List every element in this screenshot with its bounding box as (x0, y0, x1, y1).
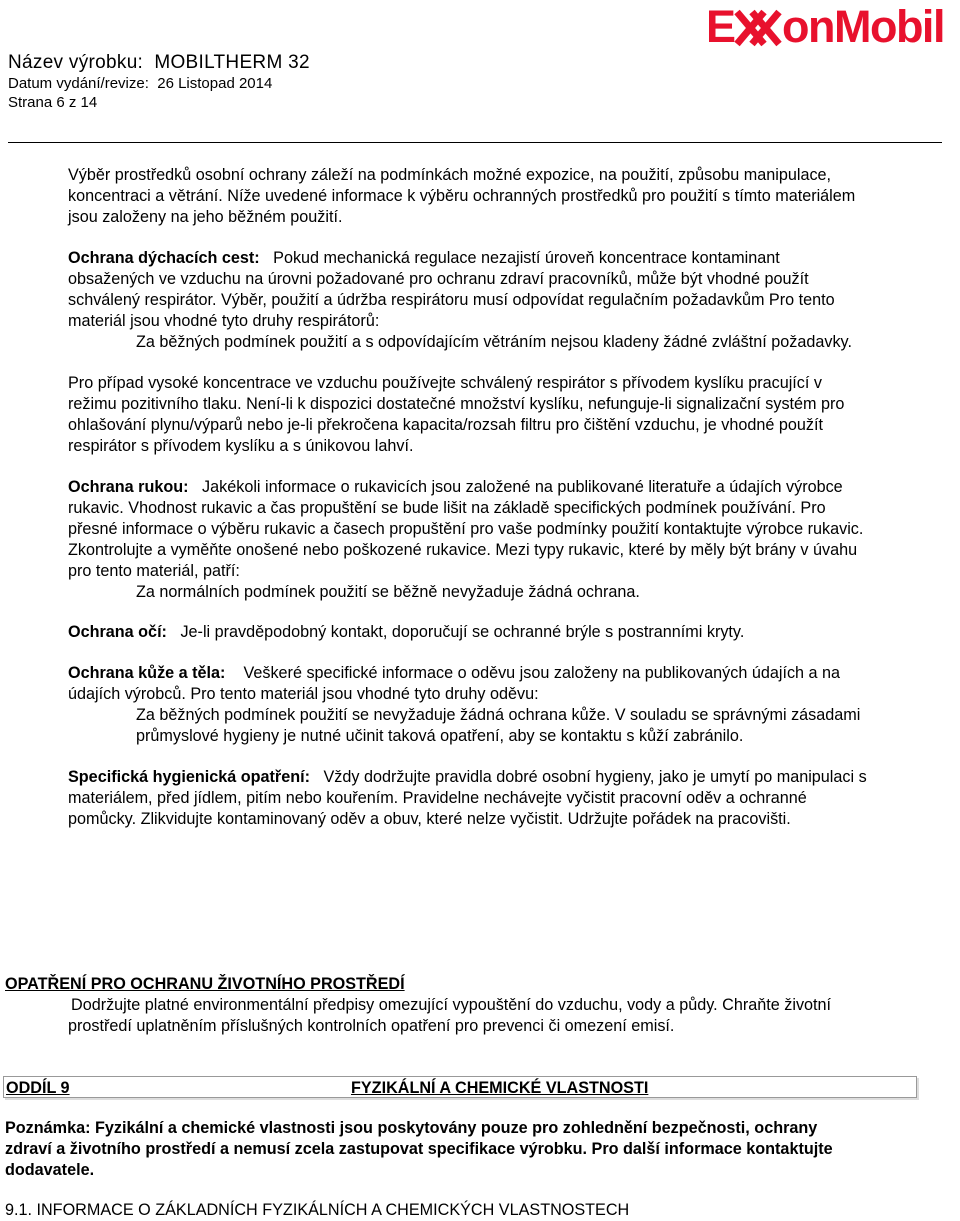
high-conc-line: respirátor s přívodem kyslíku a s únikovou lahví. (68, 437, 414, 455)
product-name-line (8, 52, 310, 74)
header-rule (8, 142, 942, 143)
respiratory-protection (68, 248, 852, 353)
hand-normal-conditions: Za normálních podmínek použití se běžně nevyžaduje žádná ochrana. (136, 583, 640, 601)
svg-text:onMobil: onMobil (782, 2, 944, 52)
revision-date-value: 26 Listopad 2014 (157, 75, 273, 92)
respiratory-line: obsažených ve vzduchu na úrovni požadované pro ochranu zdraví pracovníků, může být vhodné použít (68, 270, 809, 288)
respiratory-high-concentration (68, 373, 844, 457)
high-conc-line: režimu pozitivního tlaku. Není-li k dispozici dostatečné množství kyslíku, nefunguje-li signalizační systém pro (68, 395, 845, 413)
high-conc-line: Pro případ vysoké koncentrace ve vzduchu používejte schválený respirátor s přívodem kyslíku pracující v (68, 374, 822, 392)
environment-heading: OPATŘENÍ PRO OCHRANU ŽIVOTNÍHO PROSTŘEDÍ (5, 975, 405, 993)
high-conc-line: ohlašování plynu/výparů nebo je-li překročena kapacita/rozsah filtru pro čištění vzduchu, je vhodné použít (68, 416, 823, 434)
hand-line: přesné informace o výběru rukavic a časech propuštění pro vaše podmínky použití kontaktujte výrobce rukavic. (68, 520, 864, 538)
skin-indented-line: průmyslové hygieny je nutné učinit taková opatření, aby se kontaktu s kůží zabránilo. (136, 727, 744, 745)
skin-protection-text: Veškeré specifické informace o oděvu jsou založeny na publikovaných údajích a na (243, 664, 841, 682)
exxonmobil-logo (704, 2, 958, 54)
respiratory-line: schválený respirátor. Výběr, použití a údržba respirátoru musí odpovídat regulačním požadavkům Pro tento (68, 291, 835, 309)
logo-double-x (737, 12, 779, 44)
note-line: dodavatele. (5, 1161, 95, 1179)
respiratory-text: Pokud mechanická regulace nezajistí úroveň koncentrace kontaminant (273, 249, 780, 267)
hand-line: rukavic. Vhodnost rukavic a čas propuštění se bude lišit na základě specifických podmínek používání. Pro (68, 499, 826, 517)
hygiene-line: pomůcky. Zlikvidujte kontaminovaný oděv a obuv, které nelze vyčistit. Udržujte pořádek na pracovišti. (68, 810, 791, 828)
skin-line: údajích výrobců. Pro tento materiál jsou vhodné tyto druhy oděvu: (68, 685, 539, 703)
hygiene-measures (68, 767, 867, 830)
intro-line: koncentraci a větrání. Níže uvedené informace k výběru ochranných prostředků pro použití s tímto materiálem (68, 187, 856, 205)
hand-protection (68, 477, 863, 603)
environment-line: prostředí uplatněním příslušných kontrolních opatření pro prevenci či omezení emisí. (68, 1017, 675, 1035)
hand-protection-label: Ochrana rukou: (68, 478, 189, 496)
revision-date-line (8, 75, 272, 92)
eye-protection (68, 622, 744, 643)
hand-line: pro tento materiál, patří: (68, 562, 240, 580)
eye-protection-label: Ochrana očí: (68, 623, 167, 641)
skin-indented-line: Za běžných podmínek použití se nevyžaduje žádná ochrana kůže. V souladu se správnými zásadami (136, 706, 861, 724)
skin-protection-label: Ochrana kůže a těla: (68, 664, 226, 682)
intro-paragraph (68, 165, 855, 228)
hand-line: Zkontrolujte a vyměňte onošené nebo poškozené rukavice. Mezi typy rukavic, které by měly být brány v úvahu (68, 541, 858, 559)
eye-protection-text: Je-li pravděpodobný kontakt, doporučují se ochranné brýle s postranními kryty. (180, 623, 745, 641)
revision-date-label: Datum vydání/revize: (8, 75, 149, 92)
note-line: zdraví a životního prostředí a nemusí zcela zastupovat specifikace výrobku. Pro další informace kontaktujte (5, 1140, 833, 1158)
hygiene-line: materiálem, před jídlem, pitím nebo kouřením. Pravidelne nechávejte vyčistit pracovní oděv a ochranné (68, 789, 807, 807)
respiratory-normal-conditions: Za běžných podmínek použití a s odpovídajícím větráním nejsou kladeny žádné zvláštní požadavky. (136, 333, 852, 351)
section-9-header (3, 1076, 917, 1098)
logo-wordmark: E (706, 2, 735, 52)
respiratory-label: Ochrana dýchacích cest: (68, 249, 260, 267)
note-line: Poznámka: Fyzikální a chemické vlastnosti jsou poskytovány pouze pro zohlednění bezpečnosti, ochrany (5, 1119, 818, 1137)
environment-line: Dodržujte platné environmentální předpisy omezující vypouštění do vzduchu, vody a půdy. Chraňte životní (71, 996, 832, 1014)
product-label: Název výrobku: (8, 52, 144, 73)
exxonmobil-logo-graphic (704, 2, 958, 54)
environment-paragraph (68, 995, 831, 1037)
skin-protection (68, 663, 860, 747)
hygiene-text: Vždy dodržujte pravidla dobré osobní hygieny, jako je umytí po manipulaci s (323, 768, 867, 786)
intro-line: jsou založeny na jeho běžném použití. (68, 208, 343, 226)
section-number: ODDÍL 9 (6, 1079, 70, 1097)
section-9-1-heading: 9.1. INFORMACE O ZÁKLADNÍCH FYZIKÁLNÍCH A CHEMICKÝCH VLASTNOSTECH (5, 1201, 630, 1219)
section-9-note (5, 1118, 833, 1181)
page-number: Strana 6 z 14 (8, 94, 98, 111)
respiratory-line: materiál jsou vhodné tyto druhy respirátorů: (68, 312, 380, 330)
hygiene-label: Specifická hygienická opatření: (68, 768, 310, 786)
product-name: MOBILTHERM 32 (154, 52, 310, 73)
hand-protection-text: Jakékoli informace o rukavicích jsou založené na publikované literatuře a údajích výrobce (202, 478, 843, 496)
intro-line: Výběr prostředků osobní ochrany záleží na podmínkách možné expozice, na použití, způsobu manipulace, (68, 166, 832, 184)
section-title: FYZIKÁLNÍ A CHEMICKÉ VLASTNOSTI (351, 1079, 649, 1097)
